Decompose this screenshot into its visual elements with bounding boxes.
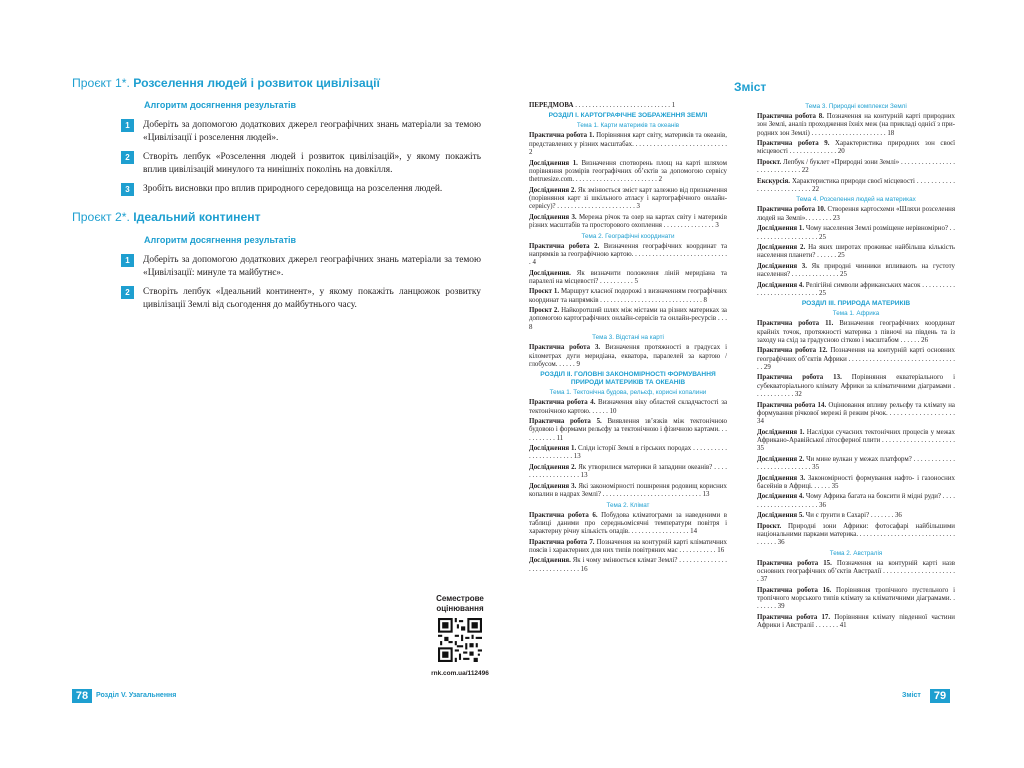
toc-entry — [757, 587, 955, 612]
toc-entry — [529, 214, 727, 231]
toc-entry-label: Дослідження 3. — [529, 213, 577, 221]
step-text: Створіть лепбук «Ідеальний континент», у якому покажіть ланцюжок розвитку цивілізації Землі від сьогодення до майбутнього часу. — [143, 287, 481, 310]
toc-entry-label: Дослідження 3. — [757, 262, 807, 270]
toc-entry — [529, 288, 727, 305]
toc-theme-heading: Тема 1. Тектонічна будова, рельєф, корисні копалини — [549, 389, 707, 397]
toc-entry-label: Практична робота 8. — [757, 113, 824, 120]
page-number: 79 — [930, 689, 950, 703]
toc-entry-label: Практична робота 17. — [757, 613, 831, 621]
toc-entry — [757, 113, 955, 138]
toc-column-1 — [529, 102, 727, 576]
toc-entry-text: Релігійні символи африканських масок . . . . . . . . . . . . . . . . . . . . . . . . . . . . 25 — [757, 281, 955, 297]
toc-entry-label: Дослідження 1. — [529, 159, 578, 167]
toc-entry-text: Чому Африка багата на боксити й мідні руди? . . . . . . . . . . . . . . . . . . . . . . 36 — [757, 493, 955, 509]
toc-entry — [757, 140, 955, 157]
toc-entry-text: Чи мине вулкан у межах платформ? . . . . . . . . . . . . . . . . . . . . . . . . . . . . 35 — [757, 455, 955, 472]
toc-entry — [529, 557, 727, 574]
toc-entry — [529, 512, 727, 537]
footer-label: Зміст — [902, 692, 921, 699]
toc-entry — [529, 187, 727, 212]
toc-entry-label: Практична робота 3. — [529, 344, 601, 352]
toc-entry-label: Практична робота 2. — [529, 242, 600, 250]
toc-entry-text: Маршрут класної подорожі з визначенням географічних координат та напрямків . . . . . . . . . . . . . . . . . . . . . . . . . . . . . . 8 — [529, 288, 727, 304]
toc-entry-text: Визначення географічних координат та напрямків за географічною картою. . . . . . . . . . . . . . . . . . . . . . . . . . . . . 4 — [529, 242, 728, 267]
toc-entry — [757, 244, 955, 261]
toc-entry — [529, 307, 727, 332]
toc-entry-label: Дослідження 5. — [757, 512, 805, 520]
toc-entry-label: Дослідження 2. — [757, 455, 805, 463]
toc-entry-text: Як змінюється зміст карт залежно від призначення (порівняння карт зі шкільного атласу і картографічного онлайн-сервісу)? . . . . . . . . . . . . . . . . . . . . . . . 3 — [529, 186, 727, 211]
toc-theme-heading: Тема 2. Австралія — [829, 549, 883, 557]
toc-entry-text: Визначення віку областей складчастості за тектонічною картою. . . . . . 10 — [529, 399, 728, 415]
step-number: 3 — [121, 183, 134, 196]
toc-entry-text: Оцінювання впливу рельєфу та клімату на формування річкової мережі й режим річок. . . . . . . . . . . . . . . . . . . 34 — [757, 401, 955, 426]
toc-entry — [529, 243, 727, 268]
qr-url[interactable]: rnk.com.ua/112496 — [431, 670, 489, 677]
toc-entry-label: Практична робота 12. — [757, 347, 828, 355]
qr-code-icon[interactable] — [438, 618, 482, 662]
toc-entry-label: Проєкт 2. — [529, 307, 560, 315]
toc-entry-text: Виявлення зв’язків між тектонічною будовою і формами рельєфу за тектонічною і фізичною картами. . . . . . . . . . . 11 — [529, 418, 727, 442]
toc-entry-label: Практична робота 10. — [757, 206, 826, 214]
toc-entry — [757, 347, 955, 372]
toc-entry-text: Створення картосхеми «Шляхи розселення людей на Землі». . . . . . . . 23 — [757, 206, 955, 222]
toc-entry-text: Закономірності формування нафто- і газоносних басейнів в Африці. . . . . . 35 — [757, 474, 955, 490]
toc-entry-text: Чи є ґрунти в Сахарі? . . . . . . . 36 — [804, 512, 902, 520]
toc-entry-label: Дослідження 3. — [529, 482, 577, 490]
toc-entry-text: Як і чому змінюється клімат Землі? . . . . . . . . . . . . . . . . . . . . . . . . . . . . . 16 — [529, 557, 727, 573]
toc-entry-text: Визначення географічних координат крайніх точок, протяжності материка з півночі на південь та із заходу на схід за градусною сіткою і масштабом . . . . . . 26 — [757, 320, 956, 344]
toc-entry-label: Екскурсія. — [757, 177, 791, 185]
project2-step — [121, 254, 481, 279]
toc-entry-text: Чому населення Землі розміщене нерівномірно? . . . . . . . . . . . . . . . . . . . . 25 — [757, 225, 955, 241]
project2-title: Проєкт 2*. Ідеальний континент — [72, 210, 261, 224]
toc-entry — [757, 429, 955, 454]
toc-entry — [529, 344, 727, 369]
toc-entry-text: Порівняння клімату південної частини Африки і Австралії . . . . . . . 41 — [757, 613, 955, 630]
toc-entry-text: На яких широтах проживає найбільша кількість населення планети? . . . . . . 25 — [757, 243, 955, 260]
toc-entry-label: Дослідження 1. — [757, 428, 805, 436]
toc-entry-label: Проєкт. — [757, 522, 782, 530]
toc-theme-heading: Тема 3. Природні комплекси Землі — [805, 103, 907, 110]
toc-entry — [529, 132, 727, 157]
toc-entry-text: Найкоротший шлях між містами на різних материках за допомогою картографічних онлайн-сервісів та онлайн-ресурсів . . . 8 — [529, 307, 727, 331]
toc-entry — [757, 560, 955, 585]
toc-theme-heading: Тема 2. Клімат — [606, 501, 650, 509]
toc-entry-text: Побудова кліматограми за наведеними в таблиці даними про середньомісячні температури повітря і характерну річну кількість опадів. . . . . . . . . . . . . . . . . . 14 — [529, 511, 728, 536]
toc-entry — [529, 160, 727, 185]
project2-algorithm-heading: Алгоритм досягнення результатів — [144, 235, 297, 245]
toc-section-heading: РОЗДІЛ ІІІ. ПРИРОДА МАТЕРИКІВ — [801, 300, 911, 308]
toc-entry-label: Практична робота 9. — [757, 140, 830, 148]
toc-entry — [757, 206, 955, 223]
semester-assessment-qr — [430, 594, 490, 677]
toc-entry-label: Практична робота 4. — [529, 399, 596, 407]
toc-entry-text: Визначення спотворень площ на карті шляхом порівняння розмірів географічних об’єктів за допомогою сервісу thetruesize.com. . . . . . . . . . . . . . . . . . . . . . . . . 2 — [529, 159, 727, 184]
toc-entry-text: Характеристика природних зон своєї місцевості . . . . . . . . . . . . . . 20 — [757, 140, 956, 156]
toc-entry-text: Позначення на контурній карті кліматичних поясів і характерних для них типів повітряних мас . . . . . . . . . . . 16 — [529, 538, 728, 554]
toc-entry-text: Як утворилися материки й западини океанів? . . . . . . . . . . . . . . . . . . . 13 — [529, 463, 727, 480]
toc-entry-label: Практична робота 5. — [529, 418, 602, 426]
toc-entry — [529, 483, 727, 500]
toc-theme-heading: Тема 4. Розселення людей на материках — [796, 196, 916, 204]
toc-entry-text: Які закономірності пошнрення родовищ корисних копалин в надрах Землі? . . . . . . . . . . . . . . . . . . . . . . . . . . . . . 13 — [529, 482, 727, 499]
toc-entry — [529, 464, 727, 481]
toc-entry — [757, 523, 955, 548]
toc-entry-text: Лепбук / буклет «Природні зони Землі» . . . . . . . . . . . . . . . . . . . . . . . . . . . . . 22 — [757, 158, 955, 175]
toc-section-heading: РОЗДІЛ ІІ. ГОЛОВНІ ЗАКОНОМІРНОСТІ ФОРМУВАННЯ ПРИРОДИ МАТЕРИКІВ ТА ОКЕАНІВ — [540, 371, 716, 387]
toc-entry-label: Практична робота 6. — [529, 511, 598, 519]
step-text: Доберіть за допомогою додаткових джерел географічних знань матеріали за темою «Цивілізації і розселення людей». — [143, 120, 481, 143]
project1-title: Проєкт 1*. Розселення людей і розвиток цивілізації — [72, 76, 380, 90]
toc-entry — [529, 399, 727, 416]
toc-entry — [757, 282, 955, 299]
toc-section-heading: РОЗДІЛ І. КАРТОГРАФІЧНЕ ЗОБРАЖЕННЯ ЗЕМЛІ — [548, 112, 708, 120]
toc-theme-heading: Тема 1. Карти материків та океанів — [576, 122, 680, 130]
toc-entry-text: Позначення на контурній карті основних географічних об’єктів Африки . . . . . . . . . . . . . . . . . . . . . . . . . . . . . . . . . 29 — [757, 347, 955, 371]
toc-entry — [757, 159, 955, 176]
toc-entry — [757, 178, 955, 195]
toc-entry-text: Мережа річок та озер на картах світу і материків різних масштабів та просторового охоплення . . . . . . . . . . . . . . . 3 — [529, 213, 727, 230]
toc-entry-text: Порівняння тропічного пустельного і тропічного морського типів клімату за кліматичними діаграмами. . . . . . . . 39 — [757, 586, 955, 611]
toc-entry-label: Дослідження 2. — [529, 463, 577, 471]
toc-theme-heading: Тема 2. Географічні координати — [581, 232, 675, 240]
toc-entry — [757, 225, 955, 242]
toc-entry — [529, 270, 727, 287]
step-text: Створіть лепбук «Розселення людей і розвиток цивілізацій», у якому покажіть вплив цивілізацій минулого та нинішніх поколінь на довкілля. — [143, 152, 481, 175]
step-number: 1 — [121, 254, 134, 267]
right-page — [512, 0, 1024, 768]
toc-entry-label: Практична робота 15. — [757, 559, 832, 567]
footer-section: Розділ V. Узагальнення — [96, 692, 177, 699]
toc-entry — [529, 102, 727, 110]
toc-entry — [757, 402, 955, 427]
project2-step — [121, 286, 481, 311]
toc-entry — [757, 263, 955, 280]
toc-entry-label: Практична робота 1. — [529, 132, 595, 140]
toc-entry-label: Проєкт 1. — [529, 288, 560, 296]
toc-title: Зміст — [734, 80, 767, 94]
toc-entry-label: Практична робота 16. — [757, 586, 832, 594]
toc-entry-text: Порівняння карт світу, материків та океанів, представлених у різних масштабах. . . . . . . . . . . . . . . . . . . . . . . . . . . 2 — [529, 132, 727, 157]
toc-entry-label: Практична робота 7. — [529, 538, 595, 546]
toc-entry-label: Практична робота 13. — [757, 374, 842, 382]
toc-column-2 — [757, 102, 955, 633]
toc-entry — [757, 512, 955, 520]
toc-entry-text: Позначення на контурній карті природних зон Землі, аналіз проходження їхніх меж (на прикладі однієї з природних зон Землі) . . . . . . . . . . . . . . . . . . . . . . 18 — [757, 113, 955, 137]
page-number: 78 — [72, 689, 92, 703]
toc-entry-label: Дослідження 2. — [757, 243, 806, 251]
toc-entry-label: Дослідження 4. — [757, 493, 805, 501]
toc-entry-label: Дослідження. — [529, 269, 571, 277]
project1-step — [121, 151, 481, 176]
toc-theme-heading: Тема 3. Відстані на карті — [592, 334, 664, 342]
project1-step — [121, 119, 481, 144]
toc-entry-text: . . . . . . . . . . . . . . . . . . . . . . . . . . . . 1 — [573, 102, 676, 109]
toc-entry — [529, 539, 727, 556]
step-number: 1 — [121, 119, 134, 132]
toc-entry — [757, 614, 955, 631]
step-text: Доберіть за допомогою додаткових джерел географічних знань матеріали за темою «Цивілізації: минуле та майбутнє». — [143, 255, 481, 278]
toc-entry-text: Позначення на контурній карті назв основних географічних об’єктів Австралії . . . . . . . . . . . . . . . . . . . . . . 37 — [757, 559, 955, 584]
toc-entry-label: Практична робота 11. — [757, 320, 834, 328]
toc-entry — [757, 493, 955, 510]
toc-entry-text: Як визначити положення ліній меридіана та паралелі на місцевості? . . . . . . . . . . 5 — [529, 269, 727, 285]
toc-entry-text: Сліди історії Землі в гірських породах . . . . . . . . . . . . . . . . . . . . . . . 13 — [529, 445, 727, 461]
toc-entry-label: Дослідження 1. — [529, 445, 577, 453]
qr-title: Семестрове оцінювання — [436, 594, 484, 613]
toc-entry-text: Характеристика природи своєї місцевості . . . . . . . . . . . . . . . . . . . . . . . . . . . 22 — [757, 177, 955, 193]
toc-entry — [757, 475, 955, 492]
toc-entry — [757, 320, 955, 345]
toc-entry-label: Дослідження 3. — [757, 474, 806, 482]
toc-entry — [757, 374, 955, 399]
toc-entry-label: ПЕРЕДМОВА — [529, 102, 574, 109]
toc-entry-text: Як природні чинники впливають на густоту населення? . . . . . . . . . . . . . . 25 — [757, 262, 955, 279]
toc-entry — [529, 445, 727, 462]
toc-theme-heading: Тема 1. Африка — [832, 310, 880, 318]
step-text: Зробіть висновки про вплив природного середовища на розселення людей. — [143, 184, 443, 194]
step-number: 2 — [121, 286, 134, 299]
toc-entry-text: Наслідки сучасних тектонічних процесів у межах Африкано-Аравійської літосферної плити . . . . . . . . . . . . . . . . . . . . . 35 — [757, 428, 955, 453]
toc-entry-label: Проєкт. — [757, 158, 782, 166]
step-number: 2 — [121, 151, 134, 164]
toc-entry-text: Визначення протяжності в градусах і кілометрах дуги меридіана, екватора, паралелей за картою / глобусом. . . . . . 9 — [529, 344, 727, 368]
toc-entry-label: Дослідження. — [529, 557, 571, 565]
toc-entry-text: Порівняння екватеріального і субекваторіального клімату Африки за кліматичними діаграмами . . . . . . . . . . . . 32 — [757, 374, 955, 399]
toc-entry-text: Природні зони Африки: фотосафарі найбільшими національними парками материка. . . . . . . . . . . . . . . . . . . . . . . . . . . . . . . . . . . 36 — [757, 522, 955, 547]
toc-entry — [757, 456, 955, 473]
project1-step — [121, 183, 481, 196]
toc-entry-label: Дослідження 4. — [757, 281, 805, 289]
toc-entry-label: Практична робота 14. — [757, 401, 827, 409]
toc-entry — [529, 418, 727, 443]
project1-algorithm-heading: Алгоритм досягнення результатів — [144, 100, 297, 110]
toc-entry-label: Дослідження 2. — [529, 186, 577, 194]
toc-entry-label: Дослідження 1. — [757, 225, 805, 233]
